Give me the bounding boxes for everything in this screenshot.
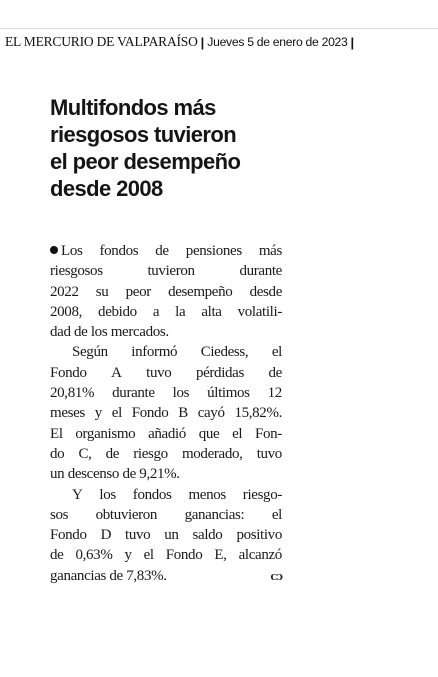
word: Ciedess,: [200, 344, 249, 361]
word: un descenso de 9,21%.: [50, 466, 180, 483]
word: Los: [50, 241, 82, 261]
word: a: [152, 303, 160, 320]
word: positivo: [236, 527, 282, 544]
text-line: [50, 525, 282, 545]
text-line: [50, 363, 282, 383]
headline-line: desde 2008: [50, 176, 163, 201]
word: fondos: [132, 486, 172, 503]
word: de: [50, 547, 64, 564]
text-line: [50, 261, 282, 281]
text-line: [50, 566, 282, 586]
word: fondos: [99, 243, 139, 259]
word: pérdidas: [195, 364, 244, 381]
article-paragraph: [50, 342, 282, 484]
header-separator: |: [200, 34, 205, 50]
word: tuvo: [146, 364, 172, 381]
text-line: [50, 444, 282, 464]
text-line: [50, 424, 282, 444]
word: organismo: [75, 425, 136, 442]
word: tuvo: [256, 445, 282, 462]
word: desempeño: [168, 283, 233, 300]
word: Fondo: [131, 405, 169, 422]
word: sos: [50, 506, 69, 523]
word: cayó: [197, 405, 225, 422]
word: 15,82%.: [234, 405, 282, 422]
article-headline: [50, 94, 290, 202]
word: desde: [249, 283, 282, 300]
word: riesgo-: [242, 486, 282, 503]
text-line: [50, 282, 282, 302]
text-line: [50, 302, 282, 322]
word: más: [258, 243, 282, 259]
word: tuvieron: [147, 263, 195, 280]
word: obtuvieron: [95, 506, 158, 523]
text-line: [50, 342, 282, 362]
word: su: [95, 283, 109, 300]
word: El: [50, 425, 63, 442]
word: C,: [78, 445, 92, 462]
word: B: [178, 405, 188, 422]
text-line: [50, 241, 282, 261]
word: alta: [201, 303, 222, 320]
word: volatili-: [237, 303, 282, 320]
newspaper-header: [0, 28, 438, 55]
word: Fondo: [165, 547, 203, 564]
text-line: [50, 545, 282, 565]
headline-line: Multifondos más: [50, 95, 216, 120]
text-line: [50, 403, 282, 423]
word: riesgosos: [50, 263, 103, 280]
word: 20,81%: [50, 385, 95, 402]
word: alcanzó: [238, 547, 282, 564]
end-of-article-icon: ᴄᴐ: [270, 567, 282, 583]
text-line: [50, 485, 282, 505]
word: riesgo: [133, 445, 168, 462]
header-trailing-separator: |: [350, 34, 355, 50]
word: tuvo: [125, 527, 151, 544]
word: Fondo: [50, 527, 87, 544]
word: durante: [239, 263, 282, 280]
word: y: [124, 547, 132, 564]
word: añadió: [148, 425, 186, 442]
word: saldo: [192, 527, 223, 544]
word: pensiones: [185, 243, 242, 259]
word: Fondo: [50, 364, 87, 381]
word: D: [100, 527, 112, 544]
text-line: [50, 322, 282, 342]
word: peor: [125, 283, 151, 300]
word: de: [268, 364, 282, 381]
word: la: [175, 303, 186, 320]
word: ganancias de 7,83%.: [50, 567, 167, 584]
word: los: [99, 486, 116, 503]
word: el: [232, 425, 243, 442]
headline-line: el peor desempeño: [50, 149, 241, 174]
bullet-icon: [50, 246, 58, 254]
text-line: [50, 505, 282, 525]
word: Fon-: [255, 425, 282, 442]
word: debido: [98, 303, 137, 320]
word: y: [94, 405, 102, 422]
word: do: [50, 445, 65, 462]
word: un: [164, 527, 179, 544]
word: E,: [214, 547, 227, 564]
text-line: [50, 383, 282, 403]
word: el: [271, 344, 282, 361]
article-body: [50, 241, 282, 586]
newspaper-name: EL MERCURIO DE VALPARAÍSO: [5, 34, 198, 49]
publication-date: Jueves 5 de enero de 2023: [207, 35, 348, 49]
word: el: [271, 506, 282, 523]
headline-line: riesgosos tuvieron: [50, 122, 237, 147]
word: Según: [72, 344, 108, 361]
word: 2008,: [50, 303, 83, 320]
word: moderado,: [181, 445, 243, 462]
word: meses: [50, 405, 85, 422]
word: 12: [267, 385, 282, 402]
word: últimos: [207, 385, 250, 402]
word: dad de los mercados.: [50, 324, 169, 341]
word: menos: [188, 486, 226, 503]
word: 2022: [50, 283, 79, 300]
word: que: [198, 425, 220, 442]
word: el: [143, 547, 154, 564]
article-paragraph: [50, 485, 282, 586]
word: durante: [112, 385, 155, 402]
word: informó: [131, 344, 178, 361]
word: el: [111, 405, 122, 422]
word: 0,63%: [75, 547, 113, 564]
word: los: [172, 385, 190, 402]
word: de: [155, 243, 169, 259]
article-paragraph: [50, 241, 282, 342]
text-line: [50, 464, 282, 484]
word: A: [111, 364, 122, 381]
word: Y: [72, 486, 83, 503]
word: de: [105, 445, 120, 462]
word: ganancias:: [184, 506, 245, 523]
